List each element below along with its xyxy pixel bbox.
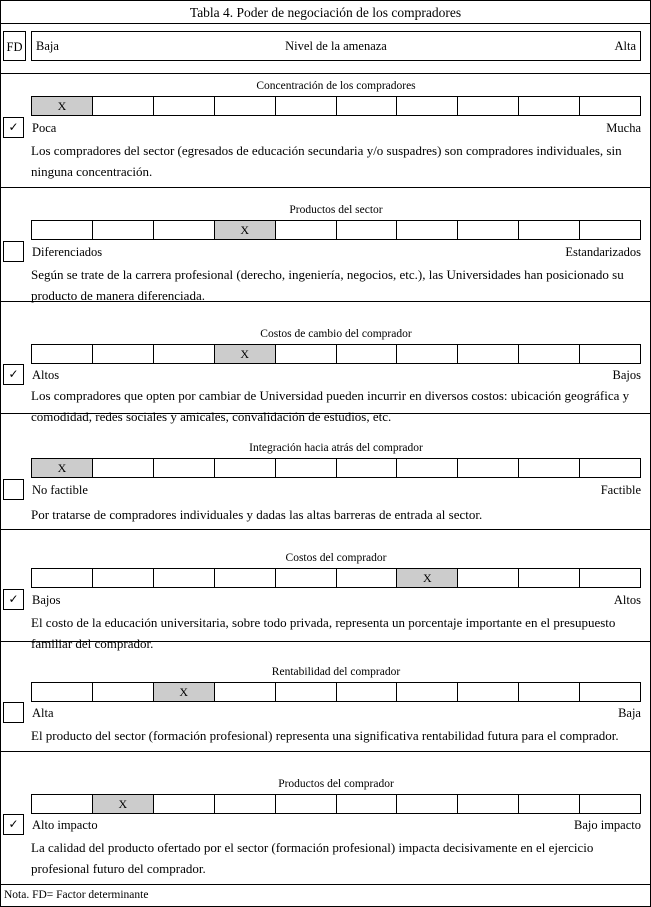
rating-cell-selected[interactable]: X: [214, 344, 276, 364]
rating-cell[interactable]: [457, 794, 519, 814]
factor-title: Concentración de los compradores: [256, 80, 416, 92]
rating-cell[interactable]: [518, 682, 580, 702]
factor-title: Costos del comprador: [285, 552, 387, 564]
rating-cell[interactable]: [457, 220, 519, 240]
factor-block: [1, 752, 650, 884]
rating-cell[interactable]: [336, 458, 398, 478]
anchor-right-label: Factible: [600, 483, 641, 497]
factor-description: Los compradores del sector (egresados de educación secundaria y/o suspadres) son compradores individuales, sin ninguna concentración.: [31, 143, 622, 179]
rating-cell[interactable]: [153, 458, 215, 478]
factor-block: [1, 188, 650, 302]
rating-cell[interactable]: [396, 220, 458, 240]
rating-cell[interactable]: [31, 220, 93, 240]
rating-cell[interactable]: [396, 458, 458, 478]
rating-scale[interactable]: [31, 568, 641, 588]
rating-cell-selected[interactable]: X: [92, 794, 154, 814]
rating-cell[interactable]: [396, 96, 458, 116]
table-note: Nota. FD= Factor determinante: [1, 884, 650, 906]
rating-cell[interactable]: [336, 344, 398, 364]
rating-cell[interactable]: [92, 96, 154, 116]
determinant-checkbox-checked[interactable]: ✓: [3, 589, 24, 610]
rating-cell[interactable]: [92, 344, 154, 364]
rating-cell[interactable]: [214, 458, 276, 478]
threat-level-header: [1, 24, 650, 74]
rating-cell[interactable]: [31, 682, 93, 702]
anchor-right-label: Altos: [613, 593, 641, 607]
fd-header-cell: FD: [3, 31, 26, 61]
anchor-row: [31, 481, 641, 500]
rating-cell[interactable]: [518, 96, 580, 116]
anchor-left-label: Bajos: [32, 593, 61, 607]
factor-title: Productos del comprador: [278, 778, 394, 790]
determinant-checkbox-checked[interactable]: ✓: [3, 814, 24, 835]
rating-cell-selected[interactable]: X: [31, 458, 93, 478]
rating-cell[interactable]: [518, 568, 580, 588]
rating-cell[interactable]: [336, 682, 398, 702]
rating-cell[interactable]: [396, 682, 458, 702]
anchor-row: [31, 366, 641, 385]
rating-cell-selected[interactable]: X: [153, 682, 215, 702]
rating-cell[interactable]: [518, 344, 580, 364]
anchor-row: [31, 243, 641, 262]
rating-scale[interactable]: [31, 458, 641, 478]
rating-cell[interactable]: [518, 220, 580, 240]
factor-title: Costos de cambio del comprador: [260, 328, 412, 340]
factor-description: Los compradores que opten por cambiar de Universidad pueden incurrir en diversos costos: ubicación geográfica y comodidad, redes sociales y amicales, convalidación de estudios, etc.: [31, 388, 630, 424]
anchor-row: [31, 119, 641, 138]
rating-cell[interactable]: [92, 568, 154, 588]
anchor-left-label: Altos: [32, 368, 60, 382]
factor-description: La calidad del producto ofertado por el sector (formación profesional) impacta decisivamente en el ejercicio profesional futuro del comprador.: [31, 840, 594, 876]
anchor-right-label: Baja: [618, 706, 641, 720]
rating-cell[interactable]: [579, 794, 641, 814]
rating-cell[interactable]: [457, 96, 519, 116]
factor-title: Integración hacia atrás del comprador: [249, 442, 423, 454]
table-title: Tabla 4. Poder de negociación de los compradores: [1, 1, 650, 24]
determinant-checkbox-checked[interactable]: ✓: [3, 117, 24, 138]
threat-scale-low-label: Baja: [36, 39, 59, 53]
rating-cell[interactable]: [457, 458, 519, 478]
rating-cell-selected[interactable]: X: [31, 96, 93, 116]
rating-cell-selected[interactable]: X: [396, 568, 458, 588]
rating-cell[interactable]: [457, 568, 519, 588]
factor-block: [1, 530, 650, 651]
rating-cell[interactable]: [275, 682, 337, 702]
anchor-right-label: Mucha: [606, 121, 641, 135]
rating-cell[interactable]: [214, 96, 276, 116]
rating-cell[interactable]: [31, 794, 93, 814]
factor-description: Según se trate de la carrera profesional (derecho, ingeniería, negocios, etc.), las Universidades han posicionado su producto de manera diferenciada.: [31, 267, 624, 303]
factor-title: Productos del sector: [289, 204, 383, 216]
rating-cell[interactable]: [214, 794, 276, 814]
threat-scale-header: [31, 31, 641, 61]
rating-cell[interactable]: [214, 682, 276, 702]
rating-cell[interactable]: [153, 568, 215, 588]
rating-cell[interactable]: [579, 568, 641, 588]
rating-cell[interactable]: [336, 568, 398, 588]
rating-scale[interactable]: [31, 794, 641, 814]
rating-cell[interactable]: [153, 344, 215, 364]
rating-cell-selected[interactable]: X: [214, 220, 276, 240]
rating-cell[interactable]: [153, 220, 215, 240]
rating-cell[interactable]: [336, 220, 398, 240]
rating-cell[interactable]: [579, 220, 641, 240]
factor-block: [1, 414, 650, 530]
determinant-checkbox-unchecked[interactable]: [3, 479, 24, 500]
anchor-left-label: Alto impacto: [32, 818, 98, 832]
rating-cell[interactable]: [579, 96, 641, 116]
factor-block: [1, 302, 650, 424]
rating-scale[interactable]: [31, 344, 641, 364]
rating-cell[interactable]: [153, 96, 215, 116]
threat-scale-title: Nivel de la amenaza: [285, 39, 387, 53]
rating-cell[interactable]: [275, 794, 337, 814]
rating-cell[interactable]: [457, 682, 519, 702]
rating-cell[interactable]: [396, 344, 458, 364]
factor-block: [1, 74, 650, 188]
anchor-right-label: Bajos: [612, 368, 641, 382]
rating-cell[interactable]: [275, 568, 337, 588]
rating-cell[interactable]: [396, 794, 458, 814]
factor-description: Por tratarse de compradores individuales y dadas las altas barreras de entrada al sector.: [31, 507, 483, 522]
determinant-checkbox-unchecked[interactable]: [3, 702, 24, 723]
rating-cell[interactable]: [275, 344, 337, 364]
rating-cell[interactable]: [153, 794, 215, 814]
rating-cell[interactable]: [31, 568, 93, 588]
rating-cell[interactable]: [518, 458, 580, 478]
anchor-row: [31, 704, 641, 723]
anchor-right-label: Estandarizados: [565, 245, 641, 259]
rating-cell[interactable]: [92, 458, 154, 478]
rating-scale[interactable]: [31, 220, 641, 240]
anchor-left-label: Poca: [32, 121, 57, 135]
rating-cell[interactable]: [579, 344, 641, 364]
anchor-left-label: No factible: [32, 483, 88, 497]
anchor-left-label: Alta: [32, 706, 54, 720]
rating-scale[interactable]: [31, 96, 641, 116]
threat-scale-high-label: Alta: [614, 39, 636, 53]
rating-cell[interactable]: [275, 458, 337, 478]
anchor-row: [31, 591, 641, 610]
factor-block: [1, 642, 650, 752]
factor-description: El producto del sector (formación profesional) representa una significativa rentabilidad futura para el comprador.: [31, 728, 619, 743]
rating-cell[interactable]: [457, 344, 519, 364]
anchor-row: [31, 816, 641, 835]
determinant-checkbox-unchecked[interactable]: [3, 241, 24, 262]
factor-description: El costo de la educación universitaria, sobre todo privada, representa un porcentaje importante en el presupuesto familiar del comprador.: [31, 615, 616, 651]
factor-title: Rentabilidad del comprador: [271, 666, 401, 678]
determinant-checkbox-checked[interactable]: ✓: [3, 364, 24, 385]
anchor-right-label: Bajo impacto: [574, 818, 641, 832]
anchor-left-label: Diferenciados: [32, 245, 103, 259]
rating-cell[interactable]: [336, 794, 398, 814]
rating-cell[interactable]: [579, 458, 641, 478]
rating-cell[interactable]: [336, 96, 398, 116]
rating-scale[interactable]: [31, 682, 641, 702]
rating-cell[interactable]: [31, 344, 93, 364]
rating-cell[interactable]: [92, 220, 154, 240]
rating-cell[interactable]: [92, 682, 154, 702]
rating-cell[interactable]: [275, 96, 337, 116]
rating-cell[interactable]: [275, 220, 337, 240]
rating-cell[interactable]: [579, 682, 641, 702]
rating-cell[interactable]: [214, 568, 276, 588]
rating-cell[interactable]: [518, 794, 580, 814]
